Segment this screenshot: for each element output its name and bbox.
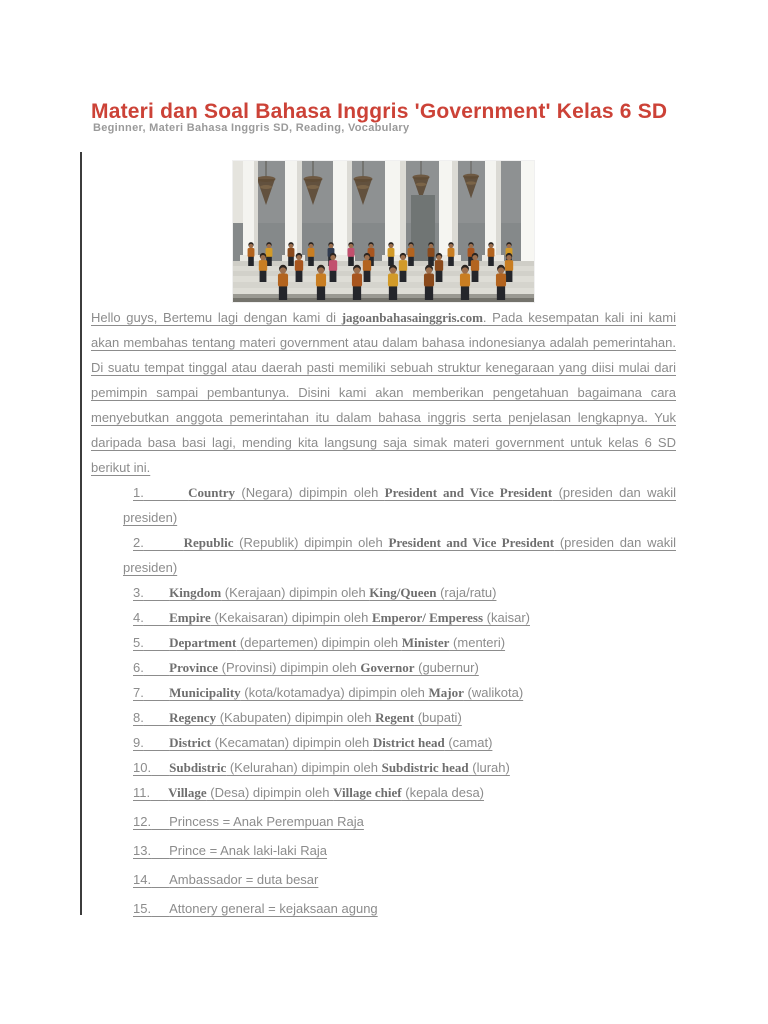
list-item <box>91 867 676 892</box>
tab-gap <box>144 585 169 600</box>
text-run: (Kerajaan) dipimpin oleh <box>221 585 370 600</box>
bold-term: Kingdom <box>169 585 222 600</box>
tab-gap <box>150 785 168 800</box>
tab-gap <box>151 872 169 887</box>
bold-term: Municipality <box>169 685 241 700</box>
list-item-number: 7. <box>133 685 144 700</box>
text-run: Attonery general = kejaksaan agung <box>169 901 378 916</box>
text-run: (lurah) <box>468 760 510 775</box>
tab-gap <box>151 843 169 858</box>
text-run: Prince = Anak laki-laki Raja <box>169 843 328 858</box>
bold-term: Subdistric <box>169 760 227 775</box>
list-item <box>91 730 676 755</box>
text-run: (bupati) <box>414 710 462 725</box>
bold-term: Regent <box>375 710 415 725</box>
text-run: (Republik) dipimpin oleh <box>233 535 389 550</box>
palace-photo-illustration <box>233 161 534 302</box>
bold-term: Republic <box>183 535 234 550</box>
text-run: Princess = Anak Perempuan Raja <box>169 814 364 829</box>
list-item-number: 10. <box>133 760 152 775</box>
bold-term: Emperor/ Emperess <box>371 610 484 625</box>
list-item-number: 14. <box>133 872 152 887</box>
list-item <box>91 655 676 680</box>
tab-gap <box>144 685 169 700</box>
list-item <box>91 605 676 630</box>
list-item <box>91 530 676 580</box>
bold-term: District <box>169 735 212 750</box>
text-run: . Pada kesempatan kali ini kami akan membahas tentang materi government atau dalam bahasa indonesianya adalah pemerintahan. Di suatu tempat tinggal atau daerah pasti memiliki sebuah struktur kenegaraan yang diisi mulai dari pemimpin sampai pembantunya. Disini kami akan memberikan pengetahuan bagaimana cara menyebutkan anggota pemerintahan itu dalam bahasa inggris serta penjelasan lengkapnya. Yuk daripada basa basi lagi, mending kita langsung saja simak materi government untuk kelas 6 SD berikut ini. <box>91 310 676 475</box>
list-item <box>91 580 676 605</box>
text-run: Hello guys, Bertemu lagi dengan kami di <box>91 310 342 325</box>
list-item <box>91 780 676 805</box>
tab-gap <box>144 635 169 650</box>
list-item-number: 15. <box>133 901 152 916</box>
tab-gap <box>144 535 184 550</box>
list-item <box>91 480 676 530</box>
list-item <box>91 680 676 705</box>
text-run: (Kecamatan) dipimpin oleh <box>211 735 373 750</box>
text-run: (raja/ratu) <box>436 585 497 600</box>
text-run: (Kabupaten) dipimpin oleh <box>216 710 376 725</box>
text-run: (kaisar) <box>483 610 530 625</box>
bold-term: Regency <box>169 710 217 725</box>
text-run: (Kekaisaran) dipimpin oleh <box>210 610 372 625</box>
text-run: (kota/kotamadya) dipimpin oleh <box>240 685 429 700</box>
vocabulary-list <box>91 480 676 921</box>
tab-gap <box>151 760 169 775</box>
list-item-number: 5. <box>133 635 144 650</box>
list-item-number: 13. <box>133 843 152 858</box>
tab-gap <box>144 710 169 725</box>
text-run: (menteri) <box>449 635 506 650</box>
text-run: (presiden dan wakil presiden) <box>123 485 676 525</box>
list-item <box>91 896 676 921</box>
list-item-number: 2. <box>133 535 144 550</box>
list-item-number: 8. <box>133 710 144 725</box>
list-item-number: 9. <box>133 735 144 750</box>
list-item-number: 6. <box>133 660 144 675</box>
list-item <box>91 630 676 655</box>
list-item <box>91 755 676 780</box>
bold-term: Empire <box>169 610 211 625</box>
tab-gap <box>144 485 188 500</box>
bold-term: Governor <box>360 660 415 675</box>
text-run: (Desa) dipimpin oleh <box>206 785 334 800</box>
category-subtitle: Beginner, Materi Bahasa Inggris SD, Reading, Vocabulary <box>93 122 410 134</box>
bold-term: Major <box>428 685 464 700</box>
bold-term: President and Vice President <box>384 485 553 500</box>
text-run: (kepala desa) <box>401 785 485 800</box>
list-item-number: 12. <box>133 814 152 829</box>
article-photo <box>233 161 534 302</box>
text-run: (Negara) dipimpin oleh <box>235 485 385 500</box>
list-item <box>91 838 676 863</box>
bold-term: King/Queen <box>369 585 437 600</box>
text-run: Ambassador = duta besar <box>169 872 319 887</box>
bold-term: District head <box>372 735 445 750</box>
bold-term: President and Vice President <box>388 535 555 550</box>
list-item-number: 1. <box>133 485 144 500</box>
bold-term: jagoanbahasainggris.com <box>341 310 483 325</box>
list-item <box>91 705 676 730</box>
bold-term: Subdistric head <box>381 760 469 775</box>
bold-term: Province <box>169 660 218 675</box>
text-run: (gubernur) <box>414 660 479 675</box>
list-item-number: 3. <box>133 585 144 600</box>
bold-term: Village <box>168 785 207 800</box>
bold-term: Country <box>188 485 236 500</box>
text-run: (Provinsi) dipimpin oleh <box>218 660 361 675</box>
text-run: (presiden dan wakil presiden) <box>123 535 676 575</box>
article-body <box>91 305 676 921</box>
bold-term: Minister <box>401 635 450 650</box>
tab-gap <box>151 814 169 829</box>
tab-gap <box>144 660 169 675</box>
text-run: (walikota) <box>463 685 524 700</box>
left-border-rule <box>80 152 82 915</box>
text-run: (Kelurahan) dipimpin oleh <box>226 760 382 775</box>
text-run: (camat) <box>444 735 493 750</box>
tab-gap <box>144 610 169 625</box>
text-run: (departemen) dipimpin oleh <box>236 635 402 650</box>
tab-gap <box>144 735 169 750</box>
list-item <box>91 809 676 834</box>
list-item-number: 4. <box>133 610 144 625</box>
intro-paragraph <box>91 305 676 480</box>
list-item-number: 11. <box>133 785 151 800</box>
page-title: Materi dan Soal Bahasa Inggris 'Government' Kelas 6 SD <box>91 100 668 124</box>
bold-term: Department <box>169 635 237 650</box>
tab-gap <box>151 901 169 916</box>
bold-term: Village chief <box>333 785 402 800</box>
